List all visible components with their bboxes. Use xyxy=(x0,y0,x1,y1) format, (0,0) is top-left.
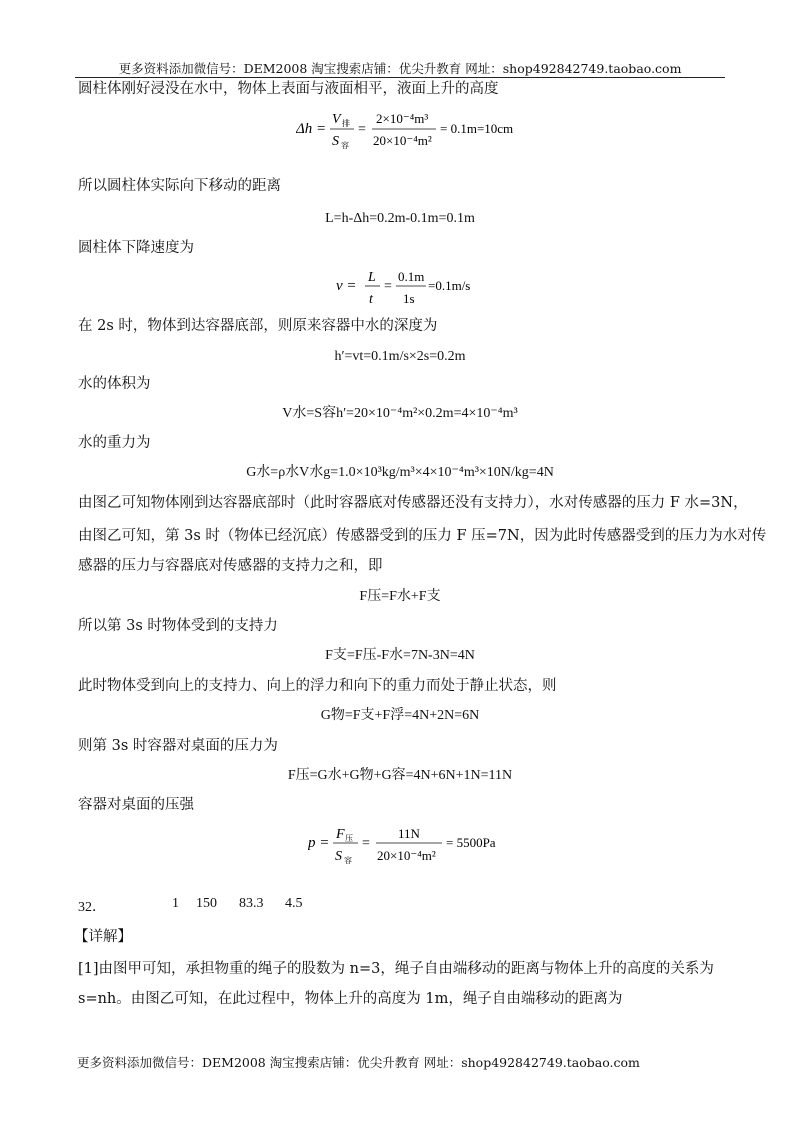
eq-lhs: v = xyxy=(336,278,357,294)
text-line: s=nh。由图乙可知，在此过程中，物体上升的高度为 1m，绳子自由端移动的距离为 xyxy=(78,991,623,1007)
equation-F3: F压=G水+G物+G容=4N+6N+1N=11N xyxy=(287,768,513,783)
question-number: 32． xyxy=(78,900,106,915)
equation-delta-h xyxy=(296,103,526,160)
eq-den: S xyxy=(335,849,342,864)
eq-lhs: p = xyxy=(308,835,330,851)
eq-den: t xyxy=(369,292,373,307)
text-line: 圆柱体刚好浸没在水中，物体上表面与液面相平，液面上升的高度 xyxy=(78,81,499,97)
header-divider xyxy=(75,77,725,78)
eq-num-sub: 排 xyxy=(342,119,350,128)
eq-num: V xyxy=(332,112,341,127)
page-header: 更多资料添加微信号：DEM2008 淘宝搜索店铺：优尖升教育 网址：shop492842749.taobao.com xyxy=(118,61,682,76)
text-line: 所以第 3s 时物体受到的支持力 xyxy=(78,618,278,634)
eq-result: = 5500Pa xyxy=(446,835,496,850)
equation-F1: F压=F水+F支 xyxy=(359,589,441,604)
eq-num2: 2×10⁻⁴m³ xyxy=(376,111,429,126)
answer-value: 150 xyxy=(196,896,217,911)
equation-p xyxy=(308,818,508,875)
eq-den-sub: 容 xyxy=(341,141,349,150)
eq-den2: 1s xyxy=(403,291,415,306)
equation-F2: F支=F压-F水=7N-3N=4N xyxy=(325,648,475,663)
page-footer: 更多资料添加微信号：DEM2008 淘宝搜索店铺：优尖升教育 网址：shop492842749.taobao.com xyxy=(77,1055,640,1070)
text-line: 在 2s 时，物体到达容器底部，则原来容器中水的深度为 xyxy=(78,318,438,334)
text-line: [1]由图甲可知，承担物重的绳子的股数为 n=3，绳子自由端移动的距离与物体上升的高度的关系为 xyxy=(78,961,714,977)
answer-value: 83.3 xyxy=(239,896,264,911)
svg-text:=: = xyxy=(358,122,366,137)
text-line: 容器对桌面的压强 xyxy=(78,797,194,813)
text-line: 水的重力为 xyxy=(78,435,151,451)
text-line: 此时物体受到向上的支持力、向上的浮力和向下的重力而处于静止状态，则 xyxy=(78,678,557,694)
svg-text:=: = xyxy=(362,836,370,851)
eq-result: = 0.1m=10cm xyxy=(440,121,514,136)
eq-result: =0.1m/s xyxy=(428,278,471,293)
text-line: 则第 3s 时容器对桌面的压力为 xyxy=(78,738,278,754)
text-line: 由图乙可知物体刚到达容器底部时（此时容器底对传感器还没有支持力），水对传感器的压力 F 水=3N， xyxy=(78,495,748,511)
eq-lhs: Δh = xyxy=(296,121,327,137)
section-heading: 【详解】 xyxy=(74,929,132,945)
equation-V: V水=S容h′=20×10⁻⁴m²×0.2m=4×10⁻⁴m³ xyxy=(282,406,518,421)
equation-G: G水=ρ水V水g=1.0×10³kg/m³×4×10⁻⁴m³×10N/kg=4N xyxy=(246,465,554,480)
eq-num2: 0.1m xyxy=(398,269,425,284)
eq-den2: 20×10⁻⁴m² xyxy=(377,848,436,863)
eq-num: F xyxy=(336,827,345,842)
eq-num2: 11N xyxy=(398,826,420,841)
eq-den-sub: 容 xyxy=(344,856,352,865)
eq-den2: 20×10⁻⁴m² xyxy=(373,133,432,148)
text-line: 所以圆柱体实际向下移动的距离 xyxy=(78,178,281,194)
text-line: 感器的压力与容器底对传感器的支持力之和，即 xyxy=(78,558,383,574)
text-line: 水的体积为 xyxy=(78,376,151,392)
eq-den: S xyxy=(332,134,339,149)
equation-v xyxy=(336,262,476,317)
text-line: 由图乙可知，第 3s 时（物体已经沉底）传感器受到的压力 F 压=7N，因为此时传感器受到的压力为水对传 xyxy=(78,528,767,544)
equation-L: L=h-Δh=0.2m-0.1m=0.1m xyxy=(325,211,475,226)
eq-num-sub: 压 xyxy=(345,834,353,843)
text-line: 圆柱体下降速度为 xyxy=(78,240,194,256)
equation-h: h′=vt=0.1m/s×2s=0.2m xyxy=(334,349,466,364)
answer-value: 1 xyxy=(172,896,179,911)
equation-Gwu: G物=F支+F浮=4N+2N=6N xyxy=(320,708,480,723)
answer-value: 4.5 xyxy=(285,896,303,911)
svg-text:=: = xyxy=(384,279,392,294)
eq-num: L xyxy=(368,270,376,285)
